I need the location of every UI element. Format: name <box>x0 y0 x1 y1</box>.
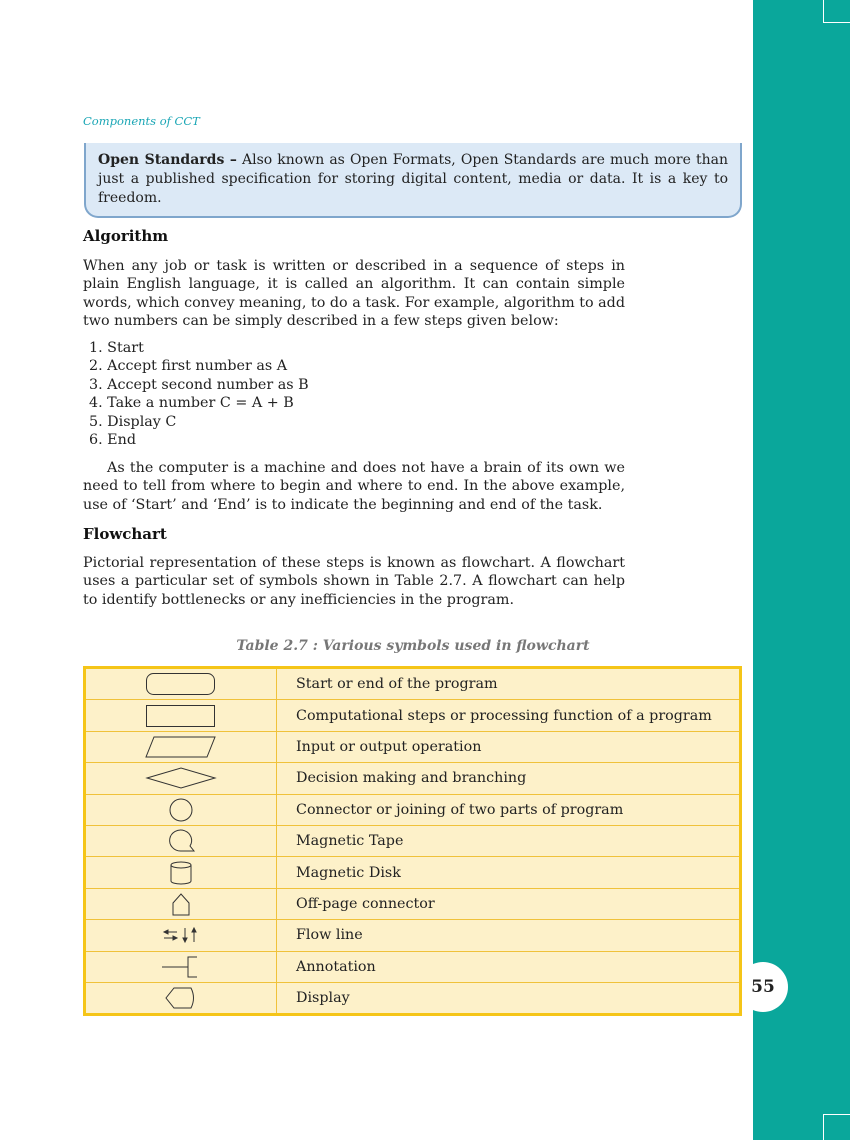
algorithm-steps <box>89 339 309 449</box>
table-row <box>85 857 741 888</box>
table-row <box>85 731 741 762</box>
magnetic-tape-symbol-icon <box>164 828 198 854</box>
box-text: Also known as Open Formats, Open Standards are much more than just a published specification for storing digital content, media or data. It is a key to freedom. <box>98 152 729 206</box>
list-item: 5. Display C <box>89 413 177 430</box>
decision-symbol-icon <box>145 766 217 790</box>
crop-mark-top <box>823 0 850 23</box>
table-cell-description: Start or end of the program <box>277 668 741 700</box>
flowchart-heading: Flowchart <box>83 525 167 543</box>
flowchart-text: Pictorial representation of these steps is known as flowchart. A flowchart uses a particular set of symbols shown in Table 2.7. A flowchart can help to identify bottlenecks or any inefficiencies in the program. <box>83 555 625 608</box>
box-term: Open Standards – <box>98 152 237 168</box>
table-row <box>85 888 741 919</box>
table-row <box>85 951 741 982</box>
display-symbol-icon <box>164 986 198 1010</box>
table-cell-description: Display <box>277 982 741 1014</box>
page-number: 55 <box>738 962 788 1012</box>
table-cell-description: Decision making and branching <box>277 763 741 794</box>
list-item: 1. Start <box>89 340 144 356</box>
magnetic-disk-symbol-icon <box>169 860 193 886</box>
process-symbol-icon <box>145 704 217 728</box>
crop-mark-bottom <box>823 1114 850 1145</box>
list-item: 4. Take a number C = A + B <box>89 395 294 412</box>
table-cell-description: Computational steps or processing function of a program <box>277 700 741 731</box>
running-head: Components of CCT <box>83 114 200 128</box>
table-row <box>85 982 741 1014</box>
algorithm-heading: Algorithm <box>83 227 169 245</box>
table-caption: Table 2.7 : Various symbols used in flowchart <box>236 638 590 654</box>
table-cell-description: Connector or joining of two parts of program <box>277 794 741 825</box>
table-cell-description: Annotation <box>277 951 741 982</box>
table-row <box>85 920 741 951</box>
table-row <box>85 668 741 700</box>
list-item: 6. End <box>89 432 136 449</box>
open-standards-box <box>84 143 742 218</box>
table-cell-description: Off-page connector <box>277 888 741 919</box>
input-output-symbol-icon <box>145 735 217 759</box>
table-row <box>85 825 741 856</box>
annotation-symbol-icon <box>161 955 201 979</box>
flow-line-symbol-icon <box>161 925 201 945</box>
algorithm-intro: When any job or task is written or described in a sequence of steps in plain English language, it is called an algorithm. It can contain simple words, which convey meaning, to do a task. For example, algorithm to add two numbers can be simply described in a few steps given below: <box>83 258 625 330</box>
table-cell-description: Input or output operation <box>277 731 741 762</box>
table-row <box>85 794 741 825</box>
off-page-connector-symbol-icon <box>171 891 191 917</box>
table-cell-description: Flow line <box>277 920 741 951</box>
table-cell-description: Magnetic Disk <box>277 857 741 888</box>
list-item: 3. Accept second number as B <box>89 376 309 393</box>
algorithm-note: As the computer is a machine and does not have a brain of its own we need to tell from where to begin and where to end. In the above example, use of ‘Start’ and ‘End’ is to indicate the beginning and end of the task. <box>83 460 625 513</box>
table-cell-description: Magnetic Tape <box>277 825 741 856</box>
flowchart-symbols-table <box>83 666 742 1016</box>
connector-symbol-icon <box>168 797 194 823</box>
table-row <box>85 763 741 794</box>
list-item: 2. Accept first number as A <box>89 358 288 375</box>
terminator-symbol-icon <box>145 672 217 696</box>
table-row <box>85 700 741 731</box>
